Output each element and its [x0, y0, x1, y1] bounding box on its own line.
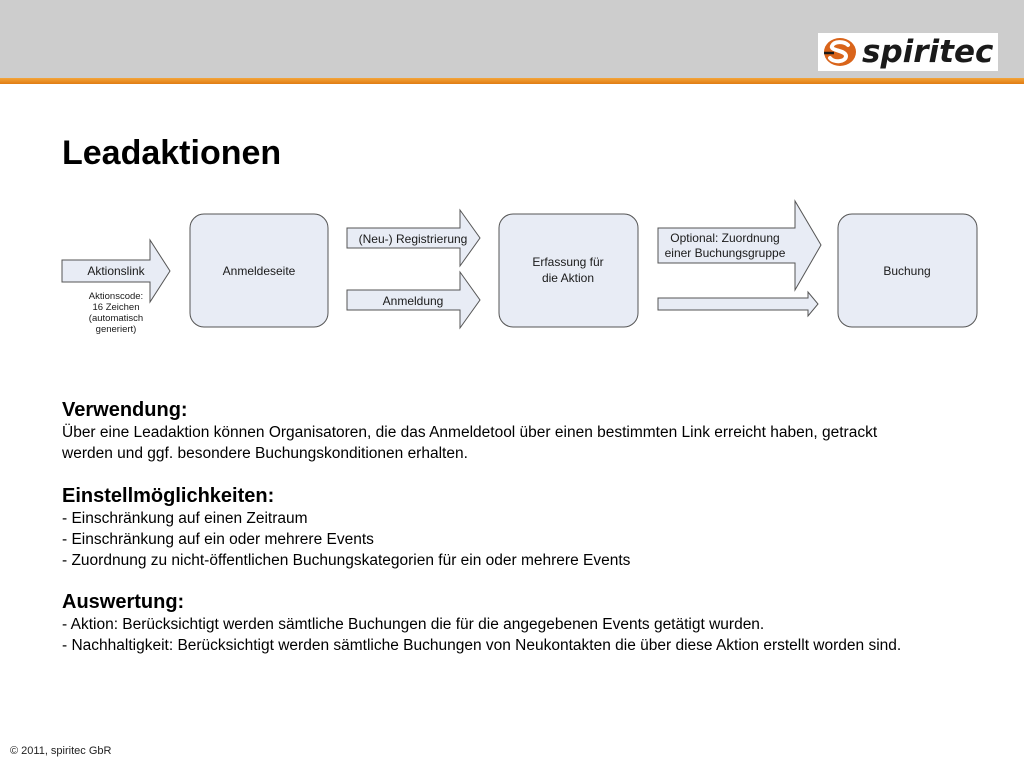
zuordnung-label-1: Optional: Zuordnung — [670, 231, 780, 245]
aktionscode-note-1: Aktionscode: — [88, 291, 144, 302]
einstellmoeglichkeiten-line-3: - Zuordnung zu nicht-öffentlichen Buchungskategorien für ein oder mehrere Events — [62, 552, 631, 569]
page-title: Leadaktionen — [62, 134, 282, 172]
buchung-label: Buchung — [883, 264, 931, 278]
direct-arrow — [658, 292, 818, 316]
anmeldeseite-label: Anmeldeseite — [222, 264, 296, 278]
aktionslink-label: Aktionslink — [87, 264, 145, 278]
aktionscode-note-2: 16 Zeichen — [92, 302, 140, 313]
erfassung-label-2: die Aktion — [541, 271, 595, 285]
auswertung-line-2: - Nachhaltigkeit: Berücksichtigt werden sämtliche Buchungen von Neukontakten die über diese Aktion erstellt worden sind. — [62, 637, 902, 654]
erfassung-label-1: Erfassung für — [532, 255, 604, 269]
einstellmoeglichkeiten-line-1: - Einschränkung auf einen Zeitraum — [62, 510, 308, 527]
verwendung-line-2: werden und ggf. besondere Buchungskonditionen erhalten. — [62, 445, 468, 462]
section-einstellmoeglichkeiten — [62, 484, 992, 571]
einstellmoeglichkeiten-line-2: - Einschränkung auf ein oder mehrere Events — [62, 531, 374, 548]
einstellmoeglichkeiten-heading: Einstellmöglichkeiten: — [62, 485, 275, 507]
logo-text: spiritec — [862, 34, 994, 70]
zuordnung-label-2: einer Buchungsgruppe — [664, 246, 786, 260]
aktionscode-note-4: generiert) — [95, 324, 137, 335]
verwendung-line-1: Über eine Leadaktion können Organisatoren, die das Anmeldetool über einen bestimmten Link erreicht haben, getrackt — [62, 424, 878, 441]
auswertung-line-1: - Aktion: Berücksichtigt werden sämtliche Buchungen die für die angegebenen Events getätigt wurden. — [62, 616, 765, 633]
spiritec-s-logo-icon — [822, 36, 858, 68]
verwendung-heading: Verwendung: — [62, 399, 188, 421]
auswertung-heading: Auswertung: — [62, 591, 185, 613]
spiritec-logo — [818, 33, 998, 71]
aktionscode-note-3: (automatisch — [88, 313, 144, 324]
header-orange-stripe — [0, 78, 1024, 84]
section-verwendung — [62, 398, 992, 464]
registrierung-label: (Neu-) Registrierung — [358, 232, 468, 246]
anmeldung-label: Anmeldung — [382, 294, 444, 308]
section-auswertung — [62, 590, 992, 656]
footer-copyright: © 2011, spiritec GbR — [10, 745, 112, 757]
flow-diagram — [0, 190, 1024, 350]
